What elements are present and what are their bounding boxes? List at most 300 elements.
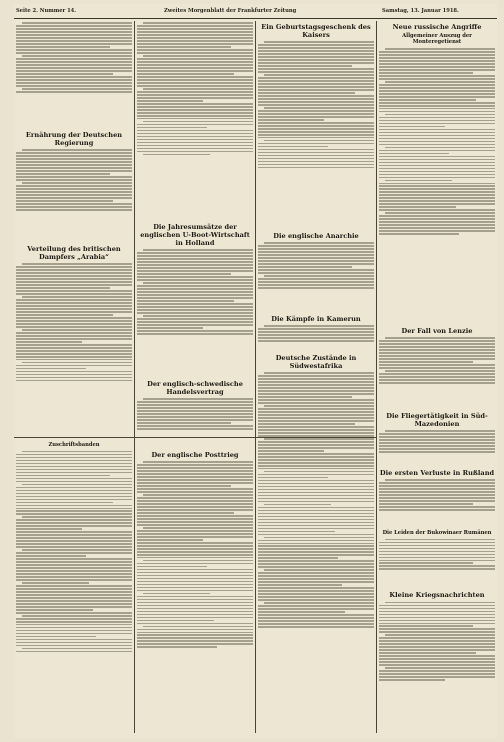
text-line bbox=[264, 504, 331, 506]
text-line bbox=[137, 410, 253, 412]
text-line bbox=[258, 560, 374, 562]
text-line bbox=[137, 548, 253, 550]
text-line bbox=[258, 540, 374, 542]
text-line bbox=[258, 510, 374, 512]
text-line bbox=[258, 417, 374, 419]
text-line bbox=[16, 374, 132, 376]
text-line bbox=[379, 542, 495, 544]
text-line bbox=[258, 492, 374, 494]
text-line bbox=[258, 480, 374, 482]
text-line bbox=[137, 25, 253, 27]
text-line bbox=[16, 170, 132, 172]
text-line bbox=[258, 614, 374, 616]
text-line bbox=[258, 334, 374, 336]
text-line bbox=[385, 81, 495, 83]
text-line bbox=[379, 548, 495, 550]
text-line bbox=[258, 435, 374, 437]
text-line bbox=[143, 22, 253, 24]
text-line bbox=[137, 294, 253, 296]
text-line bbox=[258, 465, 374, 467]
text-line bbox=[16, 161, 132, 163]
text-line bbox=[16, 561, 132, 563]
text-line bbox=[258, 119, 324, 121]
text-line bbox=[137, 112, 253, 114]
text-line bbox=[379, 352, 495, 354]
text-line bbox=[264, 107, 374, 109]
text-line bbox=[379, 84, 495, 86]
text-line bbox=[137, 596, 253, 598]
text-line bbox=[379, 156, 495, 158]
text-line bbox=[385, 114, 495, 116]
text-line bbox=[143, 527, 253, 529]
text-line bbox=[258, 375, 374, 377]
text-line bbox=[258, 272, 374, 274]
text-line bbox=[137, 136, 253, 138]
text-line bbox=[137, 267, 253, 269]
text-line bbox=[137, 479, 253, 481]
text-line bbox=[16, 460, 132, 462]
text-line bbox=[16, 606, 132, 608]
text-block bbox=[379, 600, 495, 720]
text-line bbox=[16, 564, 132, 566]
text-line bbox=[16, 618, 132, 620]
text-line bbox=[379, 197, 495, 199]
text-line bbox=[379, 551, 495, 553]
article-heading: Die Jahresumsätze der englischen U-Boot-Wirtschaft in Holland bbox=[140, 223, 250, 247]
text-line bbox=[137, 557, 253, 559]
text-line bbox=[379, 658, 495, 660]
text-line bbox=[258, 50, 374, 52]
text-line bbox=[379, 640, 495, 642]
text-line bbox=[137, 40, 253, 42]
text-line bbox=[137, 270, 253, 272]
article-heading: Ernährung der Deutschen Regierung bbox=[25, 131, 123, 147]
text-line bbox=[22, 296, 132, 298]
text-line bbox=[16, 490, 132, 492]
text-line bbox=[16, 197, 132, 199]
text-line bbox=[137, 419, 253, 421]
text-line bbox=[264, 405, 374, 407]
text-line bbox=[16, 630, 132, 632]
text-line bbox=[22, 648, 132, 650]
text-line bbox=[143, 249, 253, 251]
text-line bbox=[16, 91, 132, 93]
text-line bbox=[137, 52, 253, 54]
text-line bbox=[258, 623, 374, 625]
text-line bbox=[22, 55, 132, 57]
text-line bbox=[137, 470, 253, 472]
text-line bbox=[16, 347, 132, 349]
text-line bbox=[137, 97, 253, 99]
text-line bbox=[143, 398, 253, 400]
text-line bbox=[379, 99, 476, 101]
article-heading: Neue russische Angriffe bbox=[392, 23, 482, 31]
text-line bbox=[137, 503, 253, 505]
text-line bbox=[137, 422, 231, 424]
text-line bbox=[137, 151, 253, 153]
text-line bbox=[258, 456, 374, 458]
text-line bbox=[137, 70, 253, 72]
text-line bbox=[16, 537, 132, 539]
column-2 bbox=[137, 21, 253, 736]
text-line bbox=[385, 48, 495, 50]
text-line bbox=[379, 448, 495, 450]
text-line bbox=[137, 288, 253, 290]
text-line bbox=[258, 71, 374, 73]
text-line bbox=[258, 477, 328, 479]
text-line bbox=[16, 176, 132, 178]
text-line bbox=[16, 371, 132, 373]
text-line bbox=[137, 139, 253, 141]
text-line bbox=[16, 266, 132, 268]
text-line bbox=[379, 215, 495, 217]
text-line bbox=[16, 359, 132, 361]
text-line bbox=[264, 602, 374, 604]
text-line bbox=[137, 327, 203, 329]
text-line bbox=[137, 563, 253, 565]
text-line bbox=[264, 140, 374, 142]
text-line bbox=[379, 209, 495, 211]
text-line bbox=[137, 49, 253, 51]
text-line bbox=[16, 513, 132, 515]
column-3 bbox=[258, 21, 374, 736]
text-line bbox=[137, 85, 253, 87]
text-line bbox=[258, 489, 374, 491]
text-line bbox=[16, 576, 132, 578]
text-line bbox=[379, 132, 495, 134]
text-line bbox=[379, 445, 495, 447]
text-line bbox=[137, 521, 253, 523]
text-line bbox=[379, 676, 495, 678]
text-line bbox=[258, 131, 374, 133]
text-line bbox=[137, 425, 253, 427]
text-line bbox=[258, 47, 374, 49]
text-line bbox=[379, 108, 495, 110]
text-line bbox=[258, 495, 374, 497]
text-line bbox=[379, 646, 495, 648]
text-line bbox=[137, 623, 253, 625]
text-line bbox=[258, 620, 374, 622]
column-4 bbox=[379, 21, 495, 736]
text-line bbox=[379, 129, 495, 131]
text-line bbox=[258, 89, 374, 91]
text-line bbox=[137, 109, 253, 111]
text-line bbox=[258, 80, 374, 82]
text-line bbox=[379, 442, 495, 444]
text-line bbox=[385, 147, 495, 149]
text-line bbox=[16, 356, 132, 358]
text-line bbox=[137, 407, 253, 409]
text-line bbox=[137, 303, 253, 305]
text-line bbox=[137, 608, 253, 610]
text-line bbox=[143, 282, 253, 284]
article-heading: Der englische Posttrieg bbox=[151, 451, 239, 459]
text-line bbox=[379, 643, 495, 645]
text-line bbox=[137, 524, 253, 526]
text-line bbox=[16, 281, 132, 283]
text-line bbox=[16, 558, 132, 560]
text-line bbox=[258, 626, 374, 628]
text-line bbox=[16, 287, 110, 289]
text-line bbox=[379, 159, 495, 161]
text-line bbox=[137, 67, 253, 69]
text-line bbox=[16, 290, 132, 292]
text-line bbox=[137, 554, 253, 556]
text-line bbox=[379, 340, 495, 342]
text-line bbox=[379, 162, 495, 164]
text-line bbox=[16, 525, 132, 527]
text-line bbox=[379, 51, 495, 53]
text-line bbox=[379, 126, 445, 128]
text-line bbox=[137, 300, 234, 302]
text-line bbox=[258, 116, 374, 118]
text-line bbox=[137, 291, 253, 293]
text-line bbox=[16, 534, 132, 536]
text-line bbox=[137, 28, 253, 30]
text-line bbox=[258, 501, 374, 503]
text-line bbox=[264, 372, 374, 374]
text-line bbox=[379, 144, 495, 146]
text-line bbox=[258, 516, 374, 518]
text-line bbox=[137, 273, 231, 275]
text-line bbox=[258, 593, 374, 595]
text-line bbox=[16, 341, 82, 343]
text-line bbox=[137, 330, 253, 332]
text-line bbox=[137, 581, 253, 583]
article-heading: Verteilung des britischen Dampfers „Arabia“ bbox=[27, 245, 121, 261]
text-line bbox=[16, 642, 132, 644]
text-line bbox=[137, 646, 217, 648]
text-line bbox=[258, 513, 374, 515]
text-line bbox=[137, 640, 253, 642]
text-line bbox=[16, 284, 132, 286]
text-line bbox=[264, 242, 374, 244]
text-line bbox=[385, 337, 495, 339]
article-heading: Die Kämpfe in Kamerun bbox=[271, 315, 361, 323]
text-line bbox=[385, 479, 495, 481]
text-line bbox=[16, 28, 132, 30]
text-line bbox=[379, 637, 495, 639]
text-line bbox=[379, 120, 495, 122]
text-line bbox=[379, 494, 495, 496]
text-line bbox=[137, 118, 253, 120]
text-line bbox=[16, 61, 132, 63]
text-line bbox=[16, 612, 132, 614]
article-heading: Die ersten Verluste in Rußland bbox=[379, 468, 495, 477]
text-line bbox=[16, 79, 132, 81]
text-line bbox=[258, 158, 374, 160]
text-line bbox=[143, 593, 210, 595]
text-line bbox=[16, 332, 132, 334]
text-line bbox=[16, 519, 132, 521]
text-line bbox=[258, 563, 374, 565]
text-line bbox=[16, 505, 132, 507]
text-line bbox=[258, 281, 374, 283]
text-line bbox=[258, 381, 374, 383]
text-line bbox=[258, 429, 374, 431]
text-line bbox=[16, 302, 132, 304]
text-line bbox=[137, 500, 253, 502]
text-line bbox=[137, 428, 253, 430]
text-line bbox=[258, 599, 374, 601]
text-block bbox=[16, 262, 132, 440]
text-line bbox=[258, 387, 374, 389]
text-line bbox=[258, 155, 374, 157]
text-line bbox=[16, 546, 132, 548]
text-line bbox=[379, 451, 495, 453]
text-line bbox=[16, 25, 132, 27]
text-line bbox=[16, 597, 132, 599]
text-line bbox=[137, 614, 253, 616]
text-line bbox=[258, 411, 374, 413]
text-line bbox=[16, 58, 132, 60]
text-line bbox=[258, 92, 355, 94]
text-line bbox=[258, 167, 374, 169]
text-line bbox=[379, 364, 495, 366]
text-line bbox=[258, 584, 342, 586]
text-line bbox=[379, 174, 495, 176]
text-line bbox=[258, 149, 374, 151]
text-line bbox=[379, 608, 495, 610]
text-line bbox=[379, 620, 495, 622]
text-line bbox=[137, 572, 253, 574]
text-line bbox=[137, 73, 234, 75]
text-line bbox=[22, 182, 132, 184]
text-line bbox=[258, 408, 374, 410]
text-line bbox=[258, 284, 374, 286]
text-line bbox=[137, 587, 253, 589]
text-line bbox=[137, 617, 253, 619]
text-line bbox=[379, 117, 495, 119]
text-line bbox=[258, 528, 374, 530]
text-line bbox=[379, 153, 449, 155]
text-line bbox=[258, 245, 374, 247]
text-block bbox=[16, 21, 132, 129]
text-line bbox=[379, 485, 495, 487]
text-line bbox=[137, 252, 253, 254]
text-line bbox=[258, 522, 374, 524]
text-line bbox=[379, 123, 495, 125]
text-line bbox=[258, 432, 374, 434]
text-line bbox=[379, 93, 495, 95]
text-line bbox=[137, 79, 253, 81]
text-line bbox=[143, 154, 210, 156]
text-line bbox=[379, 433, 495, 435]
text-line bbox=[258, 441, 374, 443]
text-line bbox=[137, 473, 253, 475]
text-line bbox=[379, 655, 495, 657]
text-line bbox=[379, 349, 495, 351]
text-line bbox=[143, 55, 253, 57]
text-line bbox=[258, 137, 374, 139]
text-line bbox=[16, 40, 132, 42]
text-line bbox=[22, 615, 132, 617]
text-line bbox=[379, 554, 495, 556]
text-line bbox=[385, 539, 495, 541]
text-line bbox=[379, 57, 495, 59]
text-line bbox=[16, 37, 132, 39]
text-line bbox=[16, 528, 82, 530]
text-line bbox=[137, 542, 253, 544]
text-line bbox=[385, 370, 495, 372]
text-line bbox=[379, 631, 495, 633]
newspaper-page bbox=[14, 4, 497, 738]
text-line bbox=[137, 285, 253, 287]
text-line bbox=[16, 209, 132, 211]
text-line bbox=[137, 61, 253, 63]
text-line bbox=[16, 152, 132, 154]
text-line bbox=[258, 566, 374, 568]
text-line bbox=[379, 72, 473, 74]
text-line bbox=[379, 506, 495, 508]
text-line bbox=[16, 478, 132, 480]
text-line bbox=[137, 590, 253, 592]
text-line bbox=[16, 179, 132, 181]
text-line bbox=[16, 82, 132, 84]
text-line bbox=[258, 617, 374, 619]
text-line bbox=[16, 64, 132, 66]
text-line bbox=[16, 200, 113, 202]
text-line bbox=[16, 475, 110, 477]
text-line bbox=[16, 543, 132, 545]
text-line bbox=[16, 155, 132, 157]
text-line bbox=[137, 142, 253, 144]
text-line bbox=[258, 104, 374, 106]
text-line bbox=[16, 278, 132, 280]
text-block bbox=[258, 324, 374, 352]
text-line bbox=[379, 141, 495, 143]
text-line bbox=[137, 276, 253, 278]
article-heading: Deutsche Zustände in Südwestafrika bbox=[275, 354, 357, 370]
text-line bbox=[379, 557, 495, 559]
text-line bbox=[137, 82, 253, 84]
text-line bbox=[137, 31, 253, 33]
text-line bbox=[258, 86, 374, 88]
text-block bbox=[379, 478, 495, 528]
text-line bbox=[379, 497, 495, 499]
text-line bbox=[16, 323, 132, 325]
text-line bbox=[379, 661, 495, 663]
text-line bbox=[385, 602, 495, 604]
text-line bbox=[379, 376, 495, 378]
text-line bbox=[143, 560, 253, 562]
text-line bbox=[16, 555, 86, 557]
text-line bbox=[379, 509, 495, 511]
text-line bbox=[264, 41, 374, 43]
text-line bbox=[258, 426, 374, 428]
text-line bbox=[16, 570, 132, 572]
text-line bbox=[379, 611, 495, 613]
text-line bbox=[16, 272, 132, 274]
article-heading: Die Fliegertätigkeit in Süd-Mazedonien bbox=[386, 411, 488, 428]
text-line bbox=[379, 221, 495, 223]
text-line bbox=[258, 251, 374, 253]
text-line bbox=[16, 52, 132, 54]
text-line bbox=[379, 503, 473, 505]
text-line bbox=[379, 358, 495, 360]
text-line bbox=[137, 58, 253, 60]
text-line bbox=[16, 380, 132, 382]
text-line bbox=[379, 177, 495, 179]
text-line bbox=[379, 439, 495, 441]
text-line bbox=[137, 464, 253, 466]
text-line bbox=[137, 637, 253, 639]
text-line bbox=[379, 625, 473, 627]
text-line bbox=[137, 100, 203, 102]
text-line bbox=[258, 459, 374, 461]
text-line bbox=[16, 67, 132, 69]
text-line bbox=[258, 611, 345, 613]
